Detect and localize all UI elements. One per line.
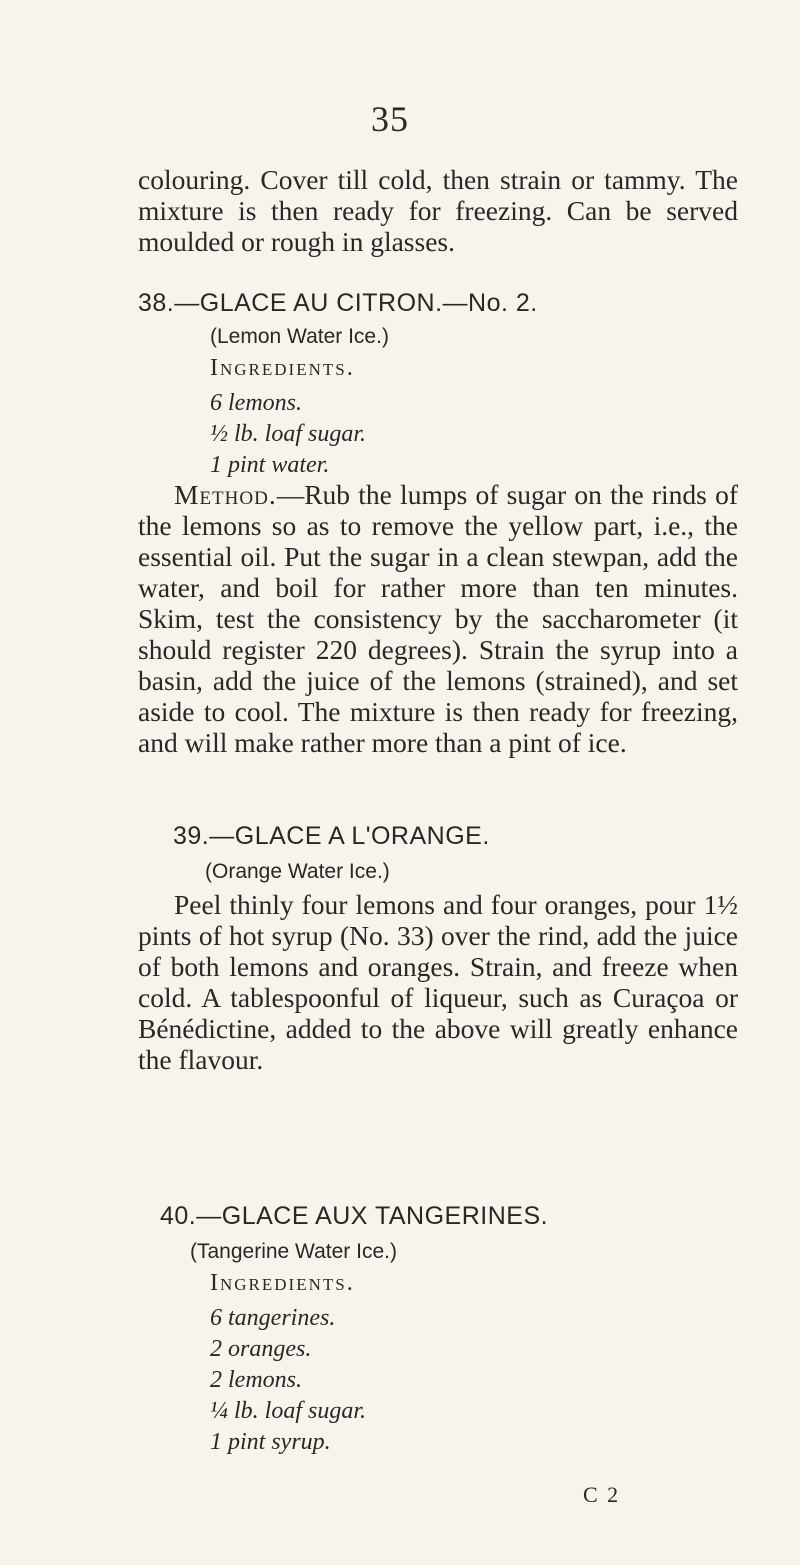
ingredient-item: 2 oranges. [210, 1336, 312, 1362]
ingredient-item: 6 tangerines. [210, 1305, 336, 1331]
recipe-39-subtitle: (Orange Water Ice.) [205, 860, 390, 883]
intro-paragraph: colouring. Cover till cold, then strain or tammy. The mixture is then ready for freezing. Can be served moulded or rough in glasses. [138, 164, 738, 257]
recipe-38-ingredients-label: Ingredients. [210, 355, 355, 381]
recipe-38-method [138, 479, 738, 758]
recipe-38-subtitle: (Lemon Water Ice.) [210, 325, 389, 348]
ingredient-item: 1 pint water. [210, 452, 330, 478]
recipe-40-ingredients-list [210, 1303, 366, 1458]
ingredient-item: 1 pint syrup. [210, 1429, 331, 1455]
ingredient-item: 2 lemons. [210, 1367, 302, 1393]
recipe-38-heading: 38.—GLACE AU CITRON.—No. 2. [138, 289, 538, 317]
ingredient-item: ¼ lb. loaf sugar. [210, 1398, 367, 1424]
recipe-40-ingredients-label: Ingredients. [210, 1270, 355, 1296]
recipe-40-subtitle: (Tangerine Water Ice.) [190, 1240, 397, 1263]
recipe-39-heading: 39.—GLACE A L'ORANGE. [173, 822, 490, 850]
ingredient-item: 6 lemons. [210, 390, 302, 416]
recipe-39-body: Peel thinly four lemons and four oranges, pour 1½ pints of hot syrup (No. 33) over the rind, add the juice of both lemons and oranges. Strain, and freeze when cold. A tablespoonful of liqueur, such as Curaçoa or Bénédictine, added to the above will greatly enhance the flavour. [138, 889, 738, 1075]
page-number: 35 [371, 99, 409, 139]
ingredient-item: ½ lb. loaf sugar. [210, 421, 367, 447]
method-label: Method. [174, 479, 277, 510]
recipe-38-ingredients-list [210, 388, 366, 481]
recipe-40-heading: 40.—GLACE AUX TANGERINES. [160, 1202, 549, 1230]
method-text: —Rub the lumps of sugar on the rinds of the lemons so as to remove the yellow part, i.e., the essential oil. Put the sugar in a clean stewpan, add the water, and boil for rather more than ten minutes. Skim, test the consistency by the saccharometer (it should register 220 degrees). Strain the syrup into a basin, add the juice of the lemons (strained), and set aside to cool. The mixture is then ready for freezing, and will make rather more than a pint of ice. [138, 479, 738, 758]
signature-mark: C 2 [583, 1482, 621, 1507]
